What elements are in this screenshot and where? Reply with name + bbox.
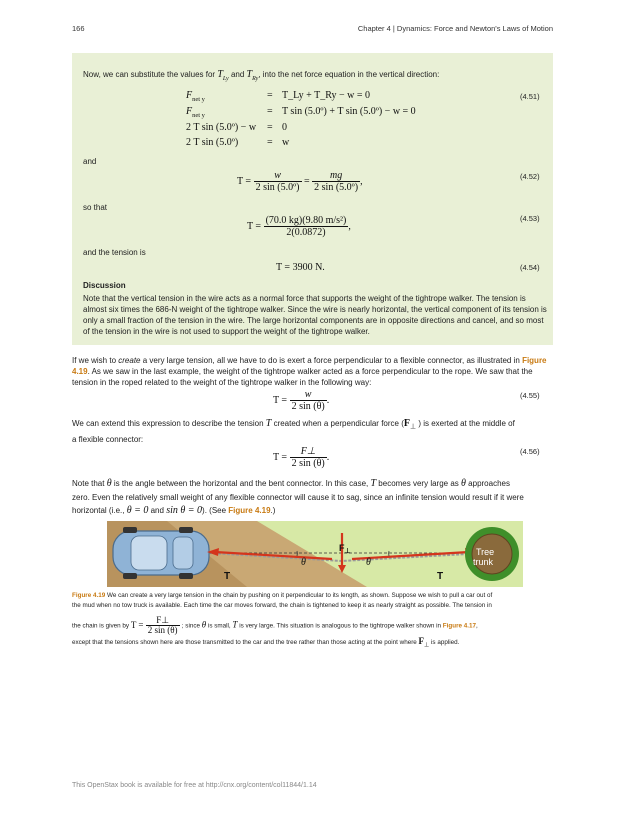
equation-number: (4.53) [520, 214, 540, 223]
equation-4-52: T = $\frac{w}{\text{2 sin (5.0º)}}$ = $\frac{mg}{\text{2 sin (5.0º)}}$ , [237, 170, 363, 193]
body-paragraph-1: If we wish to create a very large tension, all we have to do is exert a force perpendicular to a flexible connector, as illustrated in Figure 4.19. As we saw in the last example, the weight of the tightrope walker acted as a force perpendicular to the rope. We saw that the tension in the roped related to the weight of the tightrope walker in the following way: [72, 356, 547, 387]
discussion-text: Note that the vertical tension in the wire acts as a normal force that supports the weight of the tightrope walker. The tension is almost six times the 686-N weight of the tightrope walker. Since the wire is nearly horizontal, the vertical component of its tension is only a small fraction of the tension in the wire. The large horizontal components are in opposite directions and cancel, and so most of the tension in the wire is not used to support the weight of the tightrope walker. [83, 294, 547, 336]
body-paragraph-3-line-2: zero. Even the relatively small weight of any flexible connector will cause it to sag, since an infinite tension would result if it were [72, 493, 524, 502]
body-paragraph-3-line-3: horizontal (i.e., θ = 0 and sin θ = 0). (See Figure 4.19.) [72, 505, 276, 516]
label-theta-left: θ [301, 557, 306, 568]
figure-caption-line-3: the chain is given by T = $\frac{F\perp}{2 \sin (\theta)}$ ; since θ is small, T is very large. This situation is analogous to the tightrope walker shown in Figure 4.17, [72, 615, 478, 635]
page-number: 166 [72, 24, 85, 33]
equation-number: (4.52) [520, 172, 540, 181]
tension-is-label: and the tension is [83, 248, 146, 257]
equation-4-55: T = $\frac{w}{2 \sin (\theta)}$ . [273, 389, 330, 412]
body-paragraph-3-line-1: Note that θ is the angle between the horizontal and the bent connector. In this case, T becomes very large as θ approaches [72, 478, 510, 489]
equation-4-53: T = $\frac{\text{(70.0 kg)(9.80 m/s²)}}{2(0.0872)}$ , [247, 215, 351, 238]
figure-4-19-link[interactable]: Figure 4.19 [228, 506, 271, 515]
label-tree-line-1: Tree [476, 547, 495, 557]
equation-4-54: T = 3900 N. [276, 262, 325, 273]
box-intro: Now, we can substitute the values for $T_{Ly}$ and $T_{Ry}$, into the net force equation in the vertical direction: [83, 69, 440, 82]
label-perpendicular-force: $F_\perp$ [339, 543, 351, 555]
label-tension-left: T [224, 571, 231, 582]
figure-4-17-link[interactable]: Figure 4.17 [442, 622, 477, 630]
figure-caption-line-4: except that the tensions shown here are those transmitted to the car and the tree rather than those acting at the point where $F_\perp$ is applied. [72, 636, 460, 649]
equation-number: (4.54) [520, 263, 540, 272]
label-tree-line-2: trunk [473, 557, 494, 567]
label-theta-right: θ [366, 557, 371, 568]
figure-4-19-illustration [107, 521, 523, 587]
car [113, 527, 209, 579]
equation-number: (4.55) [520, 391, 540, 400]
and-label: and [83, 157, 97, 166]
figure-4-19-link[interactable]: Figure 4.19 [72, 356, 547, 376]
figure-caption-line-2: the mud when no tow truck is available. Each time the car moves forward, the chain is tightened to keep it as nearly straight as possible. The tension in [72, 602, 492, 609]
running-header: Chapter 4 | Dynamics: Force and Newton's Laws of Motion [357, 24, 553, 33]
body-paragraph-2-end: a flexible connector: [72, 435, 144, 444]
equation-number: (4.56) [520, 447, 540, 456]
equation-4-56: T = $\frac{F\perp}{2 \sin (\theta)}$ . [273, 446, 330, 469]
figure-caption-line-1: Figure 4.19 We can create a very large tension in the chain by pushing on it perpendicular to its length, as shown. Suppose we wish to pull a car out of [72, 592, 493, 599]
so-that-label: so that [83, 203, 108, 212]
body-paragraph-2: We can extend this expression to describe the tension T created when a perpendicular force ($F_\perp$ ) is exerted at the middle of [72, 418, 515, 431]
label-tension-right: T [437, 571, 444, 582]
footer-text: This OpenStax book is available for free at http://cnx.org/content/col11844/1.14 [72, 782, 317, 789]
discussion-title: Discussion [83, 281, 126, 290]
